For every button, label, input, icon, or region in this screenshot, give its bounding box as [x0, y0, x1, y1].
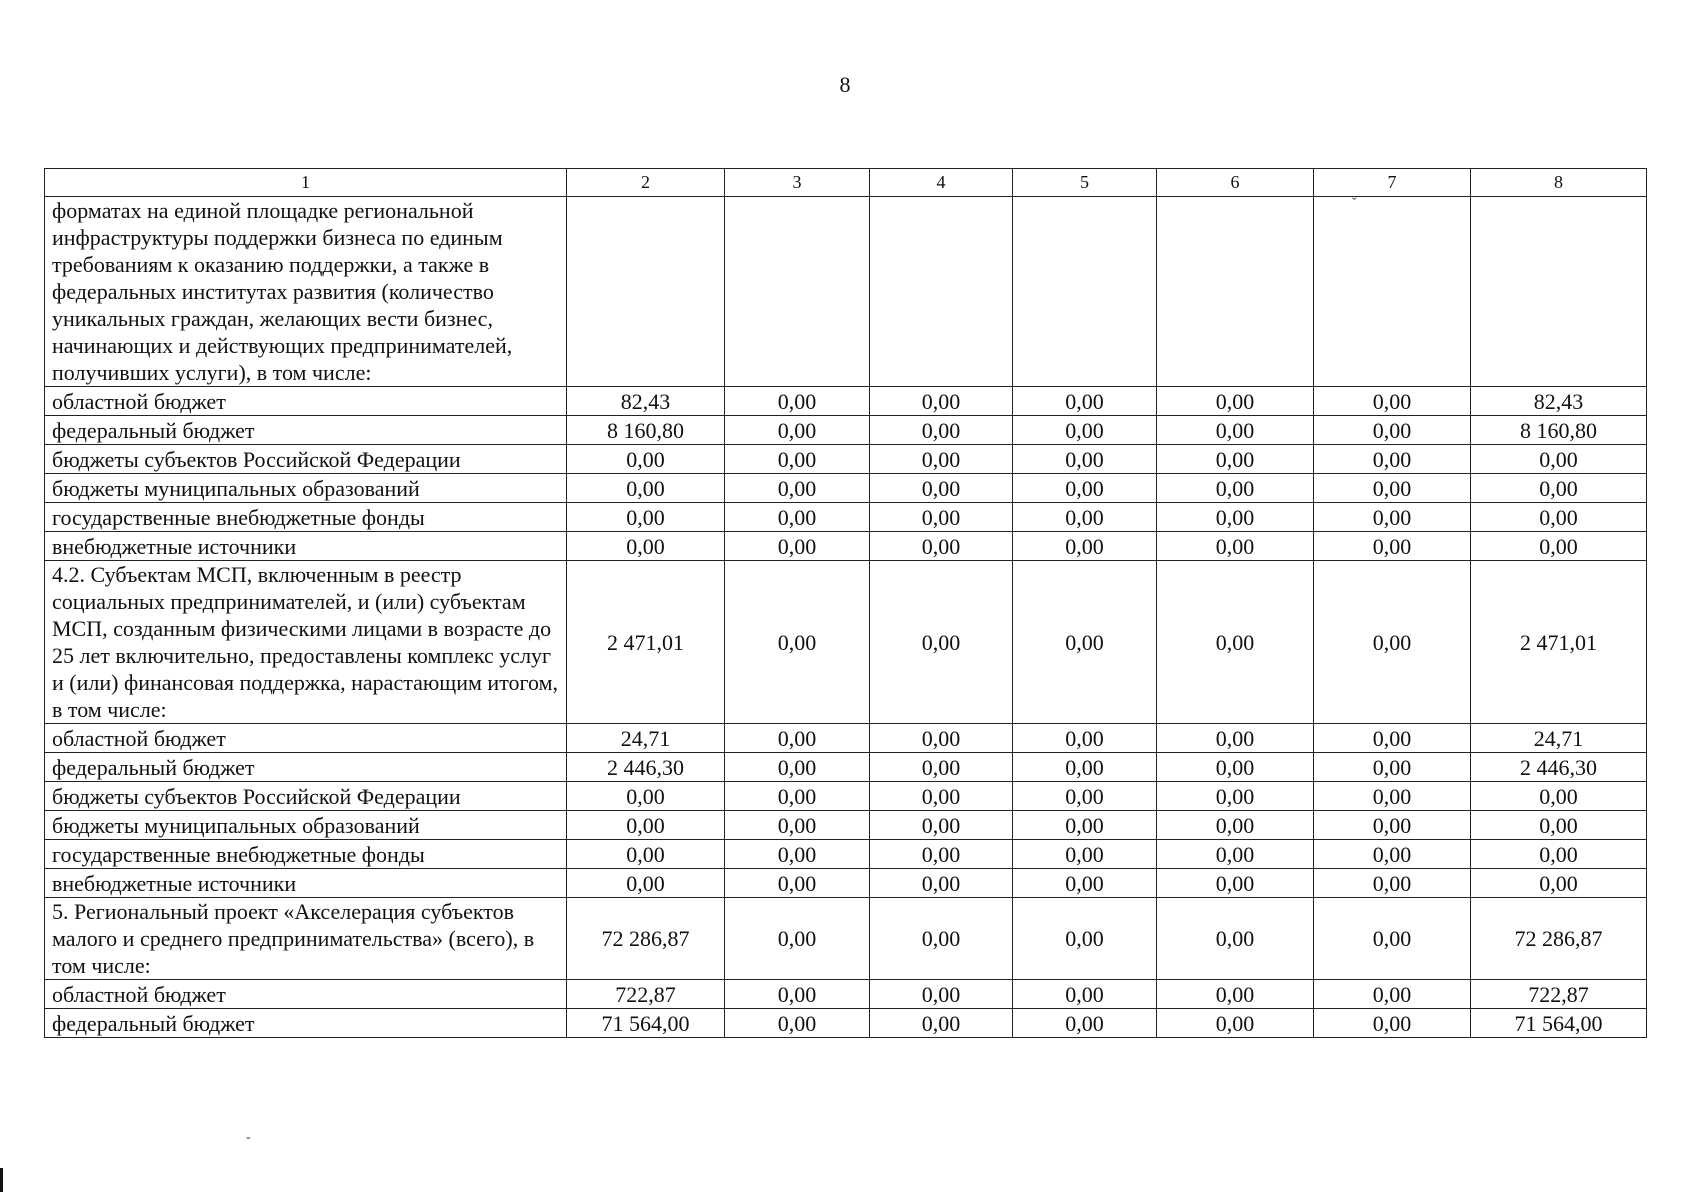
row-label: федеральный бюджет: [45, 1009, 567, 1038]
value-cell: 0,00: [1157, 445, 1314, 474]
value-cell: 0,00: [870, 869, 1013, 898]
value-cell: 0,00: [1471, 869, 1647, 898]
value-cell: 0,00: [1314, 416, 1471, 445]
value-cell: 0,00: [1013, 387, 1157, 416]
value-cell: 0,00: [1013, 811, 1157, 840]
value-cell: 0,00: [1314, 869, 1471, 898]
row-label: внебюджетные источники: [45, 869, 567, 898]
value-cell: 0,00: [725, 811, 870, 840]
table-row: [45, 445, 1647, 474]
value-cell: 0,00: [870, 898, 1013, 980]
value-cell: 0,00: [1157, 811, 1314, 840]
value-cell: 0,00: [567, 532, 725, 561]
value-cell: 0,00: [1157, 1009, 1314, 1038]
value-cell: 0,00: [725, 753, 870, 782]
value-cell: 0,00: [567, 782, 725, 811]
value-cell: 0,00: [1013, 724, 1157, 753]
row-label: областной бюджет: [45, 724, 567, 753]
value-cell: 0,00: [567, 503, 725, 532]
value-cell: 0,00: [1157, 980, 1314, 1009]
row-label: 4.2. Субъектам МСП, включенным в реестр социальных предпринимателей, и (или) субъектам МСП, созданным физическими лицами в возрасте до 25 лет включительно, предоставлены комплекс услуг и (или) финансовая поддержка, нарастающим итогом, в том числе:: [45, 561, 567, 724]
value-cell: [1157, 197, 1314, 387]
value-cell: 24,71: [1471, 724, 1647, 753]
value-cell: 0,00: [1314, 532, 1471, 561]
value-cell: 82,43: [567, 387, 725, 416]
value-cell: 0,00: [1471, 811, 1647, 840]
value-cell: 0,00: [1314, 782, 1471, 811]
value-cell: [1013, 197, 1157, 387]
row-label: форматах на единой площадке региональной инфраструктуры поддержки бизнеса по единым требованиям к оказанию поддержки, а также в федеральных институтах развития (количество уникальных граждан, желающих вести бизнес, начинающих и действующих предпринимателей, получивших услуги), в том числе:: [45, 197, 567, 387]
value-cell: 0,00: [567, 840, 725, 869]
value-cell: 0,00: [1471, 445, 1647, 474]
value-cell: 0,00: [725, 724, 870, 753]
value-cell: 722,87: [567, 980, 725, 1009]
scan-mark: ˇ: [1352, 196, 1357, 211]
value-cell: 24,71: [567, 724, 725, 753]
value-cell: 0,00: [1013, 561, 1157, 724]
value-cell: 0,00: [870, 782, 1013, 811]
value-cell: 0,00: [567, 474, 725, 503]
value-cell: 0,00: [1013, 532, 1157, 561]
scan-mark: -: [246, 1130, 251, 1145]
value-cell: 72 286,87: [567, 898, 725, 980]
value-cell: 0,00: [1013, 869, 1157, 898]
value-cell: 2 471,01: [1471, 561, 1647, 724]
value-cell: 0,00: [1013, 980, 1157, 1009]
value-cell: 0,00: [1314, 503, 1471, 532]
value-cell: 0,00: [725, 980, 870, 1009]
value-cell: 0,00: [1471, 503, 1647, 532]
table-row: [45, 387, 1647, 416]
value-cell: 0,00: [870, 416, 1013, 445]
value-cell: 0,00: [1471, 840, 1647, 869]
value-cell: 8 160,80: [1471, 416, 1647, 445]
table-header: [45, 169, 1647, 197]
row-label: федеральный бюджет: [45, 416, 567, 445]
value-cell: 0,00: [725, 869, 870, 898]
value-cell: 82,43: [1471, 387, 1647, 416]
value-cell: 0,00: [1314, 898, 1471, 980]
value-cell: 0,00: [870, 811, 1013, 840]
column-header: 7: [1314, 169, 1471, 197]
scan-edge-mark: [0, 1168, 3, 1192]
value-cell: 0,00: [1157, 532, 1314, 561]
value-cell: 0,00: [1314, 980, 1471, 1009]
column-header: 8: [1471, 169, 1647, 197]
value-cell: 71 564,00: [567, 1009, 725, 1038]
row-label: внебюджетные источники: [45, 532, 567, 561]
value-cell: 0,00: [725, 840, 870, 869]
value-cell: 0,00: [1314, 724, 1471, 753]
value-cell: 0,00: [1157, 474, 1314, 503]
value-cell: 0,00: [1157, 869, 1314, 898]
page-number: 8: [839, 72, 851, 97]
table-row: [45, 869, 1647, 898]
value-cell: 0,00: [1157, 782, 1314, 811]
value-cell: [870, 197, 1013, 387]
value-cell: 0,00: [870, 474, 1013, 503]
value-cell: 2 471,01: [567, 561, 725, 724]
row-label: государственные внебюджетные фонды: [45, 503, 567, 532]
value-cell: 0,00: [725, 532, 870, 561]
table-row: [45, 532, 1647, 561]
budget-table: [44, 168, 1647, 1038]
value-cell: 0,00: [1013, 416, 1157, 445]
value-cell: 0,00: [870, 840, 1013, 869]
column-header: 4: [870, 169, 1013, 197]
row-label: областной бюджет: [45, 387, 567, 416]
value-cell: 0,00: [870, 561, 1013, 724]
value-cell: 0,00: [725, 445, 870, 474]
value-cell: 0,00: [870, 724, 1013, 753]
table-row: [45, 474, 1647, 503]
value-cell: 0,00: [1157, 416, 1314, 445]
value-cell: 0,00: [1013, 898, 1157, 980]
column-header: 3: [725, 169, 870, 197]
value-cell: 0,00: [1013, 474, 1157, 503]
column-header: 5: [1013, 169, 1157, 197]
value-cell: 0,00: [567, 869, 725, 898]
value-cell: 0,00: [1314, 811, 1471, 840]
value-cell: 0,00: [725, 416, 870, 445]
column-header: 6: [1157, 169, 1314, 197]
value-cell: 0,00: [1157, 840, 1314, 869]
value-cell: 0,00: [1013, 782, 1157, 811]
table-row: [45, 840, 1647, 869]
value-cell: 0,00: [725, 898, 870, 980]
table-row: [45, 197, 1647, 387]
value-cell: 0,00: [1157, 387, 1314, 416]
table-row: [45, 503, 1647, 532]
value-cell: 0,00: [1013, 503, 1157, 532]
value-cell: 0,00: [870, 753, 1013, 782]
value-cell: 0,00: [870, 1009, 1013, 1038]
row-label: федеральный бюджет: [45, 753, 567, 782]
value-cell: 0,00: [1157, 753, 1314, 782]
table-row: [45, 724, 1647, 753]
value-cell: 0,00: [1013, 1009, 1157, 1038]
value-cell: 0,00: [1471, 532, 1647, 561]
table-row: [45, 1009, 1647, 1038]
value-cell: 0,00: [725, 782, 870, 811]
table-row: [45, 898, 1647, 980]
column-header: 1: [45, 169, 567, 197]
value-cell: 0,00: [1013, 753, 1157, 782]
value-cell: 0,00: [1013, 445, 1157, 474]
table-body: [45, 197, 1647, 1038]
value-cell: 0,00: [725, 561, 870, 724]
table-row: [45, 416, 1647, 445]
table-row: [45, 561, 1647, 724]
value-cell: 0,00: [725, 387, 870, 416]
value-cell: 0,00: [725, 474, 870, 503]
value-cell: 0,00: [870, 532, 1013, 561]
column-header: 2: [567, 169, 725, 197]
value-cell: 0,00: [1013, 840, 1157, 869]
row-label: бюджеты субъектов Российской Федерации: [45, 782, 567, 811]
row-label: 5. Региональный проект «Акселерация субъектов малого и среднего предпринимательства» (всего), в том числе:: [45, 898, 567, 980]
value-cell: 0,00: [1157, 724, 1314, 753]
value-cell: 0,00: [1314, 840, 1471, 869]
table-row: [45, 782, 1647, 811]
value-cell: 0,00: [1157, 898, 1314, 980]
value-cell: 0,00: [1157, 561, 1314, 724]
row-label: областной бюджет: [45, 980, 567, 1009]
value-cell: [725, 197, 870, 387]
value-cell: 72 286,87: [1471, 898, 1647, 980]
value-cell: 0,00: [870, 980, 1013, 1009]
value-cell: 0,00: [725, 503, 870, 532]
row-label: государственные внебюджетные фонды: [45, 840, 567, 869]
value-cell: 0,00: [1314, 445, 1471, 474]
value-cell: 0,00: [567, 811, 725, 840]
value-cell: 0,00: [1471, 782, 1647, 811]
header-row: [45, 169, 1647, 197]
value-cell: 0,00: [1314, 753, 1471, 782]
value-cell: 0,00: [725, 1009, 870, 1038]
value-cell: 0,00: [1314, 474, 1471, 503]
table-row: [45, 753, 1647, 782]
value-cell: 0,00: [1471, 474, 1647, 503]
row-label: бюджеты муниципальных образований: [45, 474, 567, 503]
value-cell: 0,00: [1314, 1009, 1471, 1038]
value-cell: 0,00: [1314, 387, 1471, 416]
value-cell: 2 446,30: [567, 753, 725, 782]
value-cell: 0,00: [1314, 561, 1471, 724]
value-cell: 2 446,30: [1471, 753, 1647, 782]
value-cell: [1314, 197, 1471, 387]
value-cell: 0,00: [870, 387, 1013, 416]
row-label: бюджеты субъектов Российской Федерации: [45, 445, 567, 474]
value-cell: 8 160,80: [567, 416, 725, 445]
value-cell: 0,00: [567, 445, 725, 474]
value-cell: 0,00: [1157, 503, 1314, 532]
table-row: [45, 811, 1647, 840]
value-cell: 0,00: [870, 503, 1013, 532]
value-cell: [1471, 197, 1647, 387]
value-cell: 71 564,00: [1471, 1009, 1647, 1038]
value-cell: 722,87: [1471, 980, 1647, 1009]
table-row: [45, 980, 1647, 1009]
value-cell: [567, 197, 725, 387]
value-cell: 0,00: [870, 445, 1013, 474]
row-label: бюджеты муниципальных образований: [45, 811, 567, 840]
